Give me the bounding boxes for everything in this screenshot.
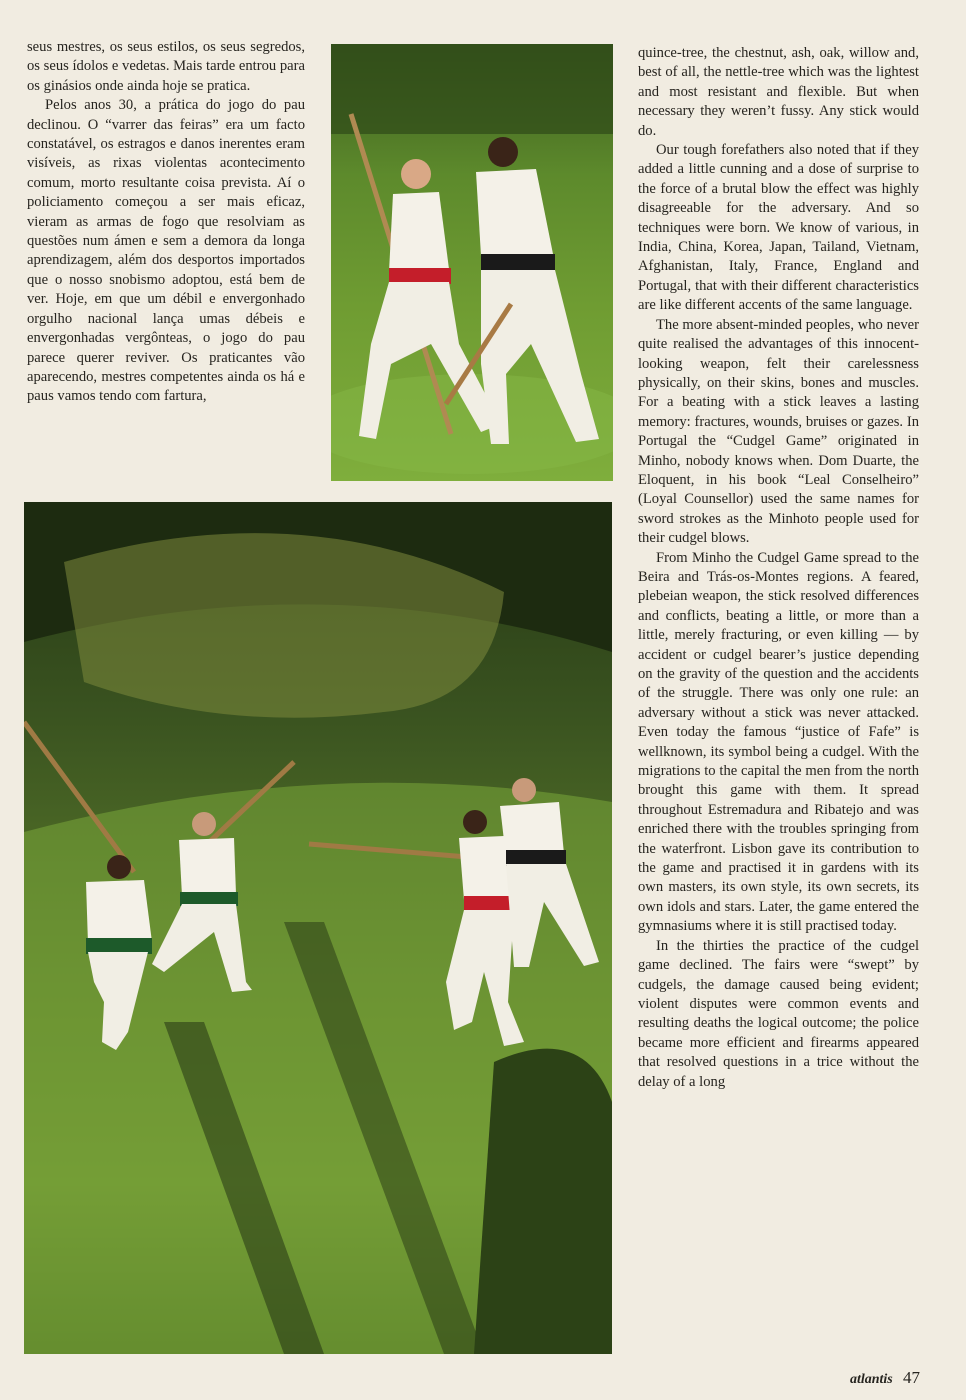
- page-footer: [850, 1368, 920, 1388]
- right-paragraph-1: quince-tree, the chestnut, ash, oak, willow and, best of all, the nettle-tree which was the lightest and most resistant and flexible. But when necessary they weren’t fussy. Any stick would do.: [638, 45, 919, 139]
- right-paragraph-3: The more absent-minded peoples, who never quite realised the advantages of this innocent-looking weapon, felt their carelessness physically, on their skins, bones and muscles. For a beating with a stick leaves a lasting memory: fractures, wounds, bruises or gazes. In Portugal the “Cudgel Game” originated in Minho, nobody knows when. Dom Duarte, the Eloquent, in his book “Leal Conselheiro” (Loyal Counsellor) used the same names for sword strokes as the Minhoto people used for their cudgel blows.: [638, 316, 919, 547]
- right-paragraph-2: Our tough forefathers also noted that if they added a little cunning and a dose of surprise to the force of a brutal blow the effect was highly disagreeable for the adversary. And so techniques were born. We know of various, in India, China, Korea, Japan, Tailand, Vietnam, Afghanistan, Italy, France, England and Portugal, that with their different characteristics are like different accents of the same language.: [638, 142, 919, 314]
- right-paragraph-5: In the thirties the practice of the cudgel game declined. The fairs were “swept” by cudgels, the damage caused being evident; violent disputes were common events and resulting deaths the logical outcome; the police became more efficient and firearms appeared that resolved questions in a trice without the delay of a long: [638, 937, 919, 1090]
- magazine-logo: atlantis: [849, 1372, 893, 1387]
- right-text-column: [638, 44, 919, 1092]
- top-photo-two-fighters: [331, 44, 613, 481]
- bottom-photo-two-pairs: [24, 502, 612, 1354]
- left-paragraph-2: Pelos anos 30, a prática do jogo do pau declinou. O “varrer das feiras” era um facto constatável, os estragos e danos inerentes eram visíveis, as rixas violentas acontecimento comum, morto resultante coisa prevista. Aí o policiamento começou a ser mais eficaz, vieram as armas de fogo que resolviam as questões num ámen e sem a demora da longa aprendizagem, além dos desportos importados que o nosso snobismo adoptou, está bem de ver. Hoje, em que um débil e envergonhado orgulho nacional lança umas débeis e envergonhadas vergônteas, o jogo do pau parece querer reviver. Os praticantes vão aparecendo, mestres competentes ainda os há e paus vamos tendo com fartura,: [27, 97, 305, 405]
- top-photo-illustration: [331, 44, 613, 481]
- page-number: 47: [903, 1368, 920, 1387]
- right-paragraph-4: From Minho the Cudgel Game spread to the Beira and Trás-os-Montes regions. A feared, plebeian weapon, the stick resolved differences and conflicts, beating a little, or more than a little, merely fracturing, or even killing — by accident or cudgel bearer’s justice depending on the gravity of the question and the accidents of the struggle. There was only one rule: an adversary without a stick was never attacked. Even today the famous “justice of Fafe” is wellknown, its symbol being a cudgel. With the migrations to the capital the men from the north brought this game with them. It spread throughout Estremadura and Ribatejo and was enriched there with the troubles springing from the waterfront. Lisbon gave its contribution to the game and practised it in gardens with its own masters, its own style, its own secrets, its own idols and stars. Later, the game entered the gymnasiums where it is still practised today.: [638, 549, 919, 935]
- left-text-column: [27, 38, 305, 407]
- bottom-photo-illustration: [24, 502, 612, 1354]
- left-paragraph-1: seus mestres, os seus estilos, os seus segredos, os seus ídolos e vedetas. Mais tarde entrou para os ginásios onde ainda hoje se pratica.: [27, 39, 305, 94]
